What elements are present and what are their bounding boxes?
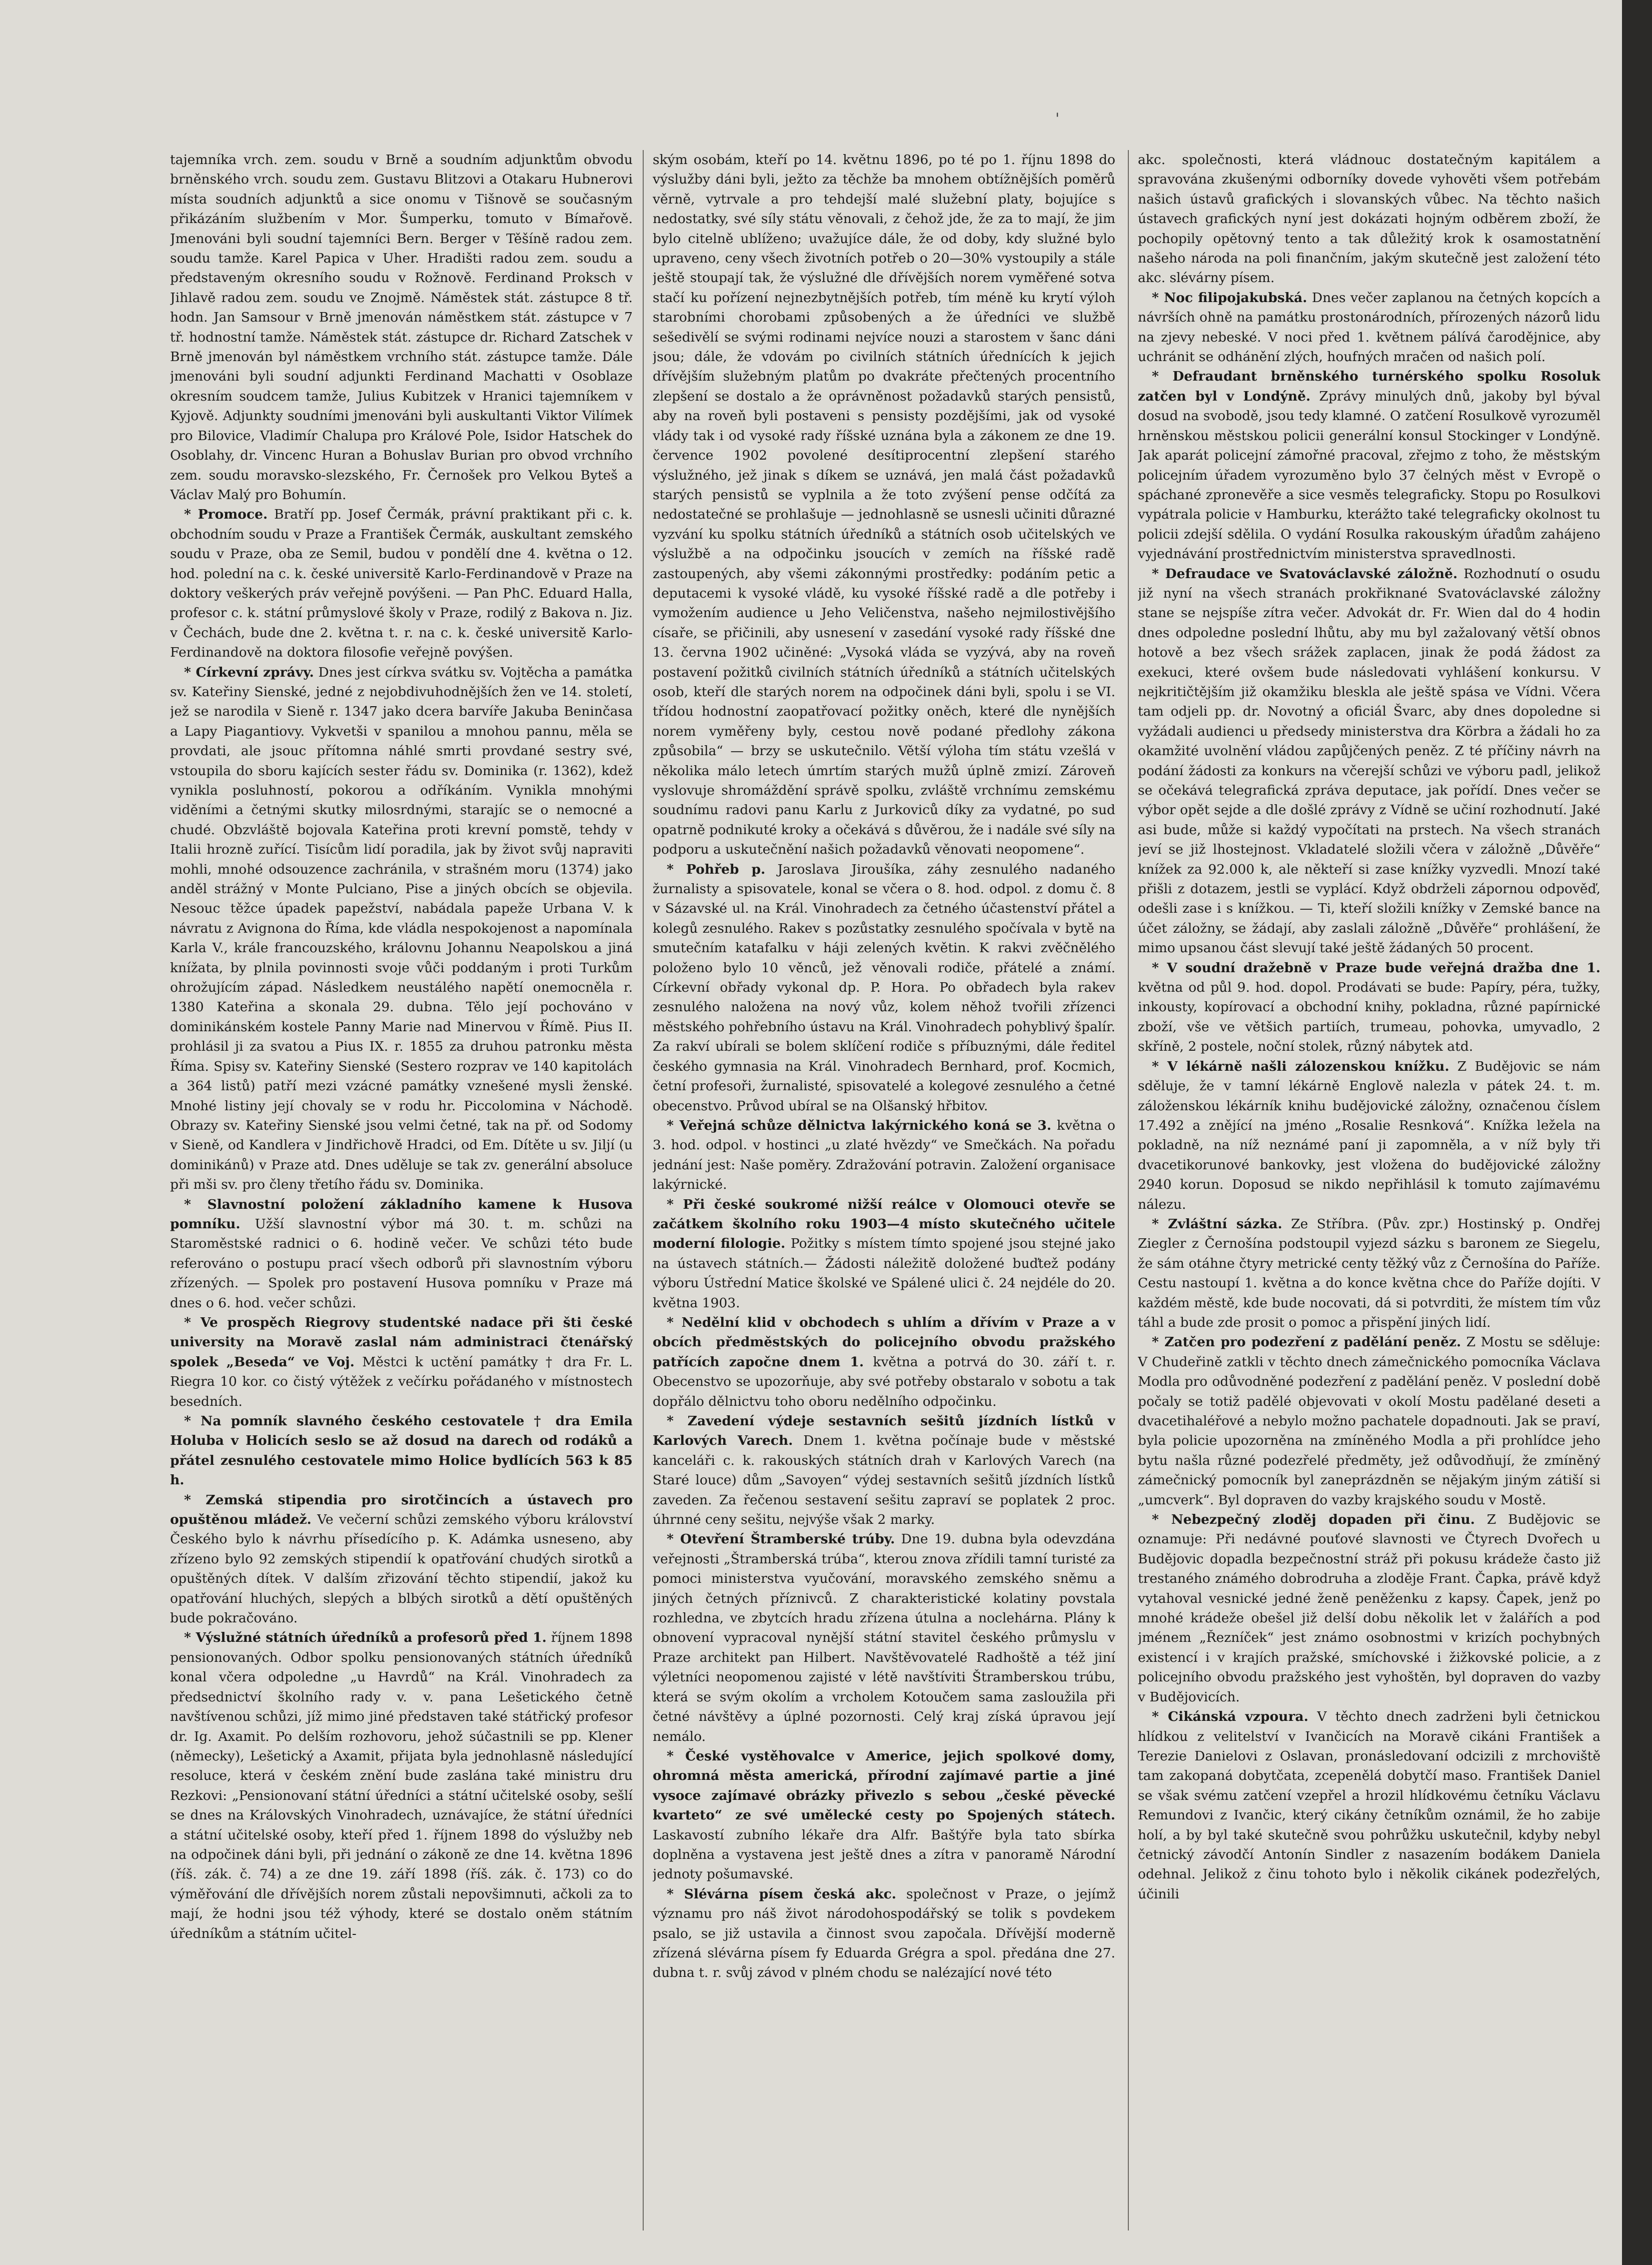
article-paragraph: * Zatčen pro podezření z padělání peněz. Z Mostu se sděluje: V Chudeřině zatkli v těchto dnech zámečnického pomocníka Václava Modla pro odůvodněné podezření z padělání peněz. V poslední době počaly se totiž padělé objevovati v okolí Mostu padělané deseti a dvacetihaléřové a nebylo možno pachatele dopadnouti. Jak se praví, byla policie upozorněna na zmíněného Modla a při prohlídce jeho bytu našla různé podezřelé předměty, jež odůvodňují, že zmíněný zámečnický pomocník byl zaneprázdněn se nějakým jiným zátiší si „umcverk“. Byl dopraven do vazby krajského soudu v Mostě. [1138,1334,1600,1508]
item-heading: * Cikánská vzpoura. [1152,1709,1308,1725]
column-3 [1138,150,1600,2230]
item-heading: * V lékárně našli zálozenskou knížku. [1152,1058,1449,1074]
article-paragraph: * Při české soukromé nižší reálce v Olomouci otevře se začátkem školního roku 1903—4 místo skutečného učitele moderní filologie. Požitky s místem tímto spojené jsou stejné jako na ústavech státních.— Žádosti náležitě doložené buďtež podány výboru Ústřední Matice školské ve Spálené ulici č. 24 nejdéle do 20. května 1903. [653,1196,1115,1311]
article-paragraph: akc. společnosti, která vládnouc dostatečným kapitálem a spravována zkušenými odborníky dovede vyhověti všem potřebám našich ústavů grafických i slovanských vůbec. Na těchto našich ústavech grafických nyní jest dokázati hojným odběrem zboží, že pochopily opětovný tento a tak důležitý krok k osamostatnění našeho národa na poli finančním, jakým skutečně jest založení této akc. slévárny písem. [1138,152,1600,286]
item-heading: * Pohřeb p. [667,861,766,877]
item-heading: * Při české soukromé nižší reálce v Olomouci otevře se začátkem školního roku 1903—4 místo skutečného učitele moderní filologie. [653,1196,1115,1252]
article-paragraph: ským osobám, kteří po 14. květnu 1896, po té po 1. říjnu 1898 do výslužby dáni byli, ježto za těchže ba mnohem obtížnějších poměrů věrně, vytrvale a pro tehdejší malé služební platy, bojujíce s nedostatky, své síly státu věnovali, z čehož jde, že za to mají, že jim bylo citelně ublíženo; uvažujíce dále, že od doby, kdy služné bylo upraveno, ceny všech životních potřeb o 20—30% vystoupily a stále ještě stoupají tak, že výslužné dle dřívějších norem vyměřené sotva stačí ku pořízení nejnezbytnějších potřeb, tím méně ku krytí výloh starobními chorobami způsobených a že úředníci ve službě sešedivělí se svými rodinami nejvíce nouzi a starostem v šanc dáni jsou; dále, že vdovám po civilních státních úřednících k jejich dřívějším služebným platům po dvakráte přečtených procentního zlepšení se dostalo a že oprávněnost požadavků starých pensistů, aby na roveň byli postaveni s pensisty pozdějšími, jak od vysoké vlády tak i od vysoké rady říšské uznána byla a zákonem ze dne 19. července 1902 povolené desítiprocentní zlepšení starého výslužného, jež jinak s díkem se uznává, jen malá část požadavků starých pensistů se vyplnila a že toto zvýšení pense odčítá za nedostatečné se prohlašuje — jednohlasně se usnesli učiniti důrazné vyzvání ku spolku státních úředníků a státních osob učitelských ve výslužbě a na odpočinku jsoucích v zemích na říšské radě zastoupených, aby všemi zákonnými prostředky: podáním petic a deputacemi k vysoké vládě, ku vysoké říšské radě a dle potřeby i vymožením audience u Jeho Veličenstva, našeho nejmilostivějšího císaře, se přičinili, aby usnesení v zasedání vysoké rady říšské dne 13. června 1902 učiněné: „Vysoká vláda se vyzývá, aby na roveň postavení požitků civilních státních úředníků a státních učitelských osob, kteří dle starých norem na odpočinek dáni byli, spolu i se VI. třídou hodnostní zaopatřovací požitky oněch, které dle nynějších norem vyměřeny byly, cestou nově podané předlohy zákona způsobila“ — brzy se uskutečnilo. Větší výloha tím státu vzešlá v několika málo letech úmrtím starých mužů úplně zmizí. Zároveň vyslovuje shromáždění správě spolku, zvláště vrchnímu zemskému soudnímu radovi panu Karlu z Jurkoviců díky za vydatné, po sud opatrně podnikuté kroky a očekává s důvěrou, že i nadále své síly na podporu a uskutečnění našich požadavků věnovati neopomene“. [653,152,1115,858]
item-heading: * Na pomník slavného českého cestovatele † dra Emila Holuba v Holicích seslo se až dosud na darech od rodáků a přátel zesnulého cestovatele mimo Holice bydlících 563 k 85 h. [170,1413,633,1488]
article-paragraph: * Slévárna písem česká akc. společnost v Praze, o jejímž významu pro náš život národohospodářský se tolik s povdekem psalo, se již ustavila a činnost svou započala. Dřívější moderně zřízená slévárna písem fy Eduarda Grégra a spol. předána dne 27. dubna t. r. svůj závod v plném chodu se nalézající nové této [653,1886,1115,1981]
article-paragraph: * Defraudace ve Svatováclavské záložně. Rozhodnutí o osudu již nyní na všech stranách prokřiknané Svatováclavské záložny stane se nejspíše zítra večer. Advokát dr. Fr. Wien dal do 4 hodin dnes odpoledne poslední lhůtu, aby mu byl zažalovaný větší obnos hotově a bez všech srážek zaplacen, jinak že podá žádost za exekuci, které ovšem bude následovati vyhlášení konkursu. V nejkritičtějším již okamžiku bleskla ale ještě spása ve Vídni. Včera tam odjeli pp. dr. Novotný a oficiál Švarc, aby dnes dopoledne si vyžádali audienci u předsedy ministerstva dra Körbra a žádali ho za okamžité uvolnění vládou zapůjčených peněz. Z té příčiny návrh na podání žádosti za konkurs na včerejší schůzi ve výboru padl, jelikož se očekává telegrafická zpráva deputace, jak pořídí. Dnes večer se výbor opět sejde a dle došlé zprávy z Vídně se učiní rozhodnutí. Jaké asi bude, může si každý vypočítati na prstech. Na všech stranách jeví se již lhostejnost. Vkladatelé složili včera v záložně „Důvěře“ knížek za 92.000 k, ale někteří si zase knížky vyzvedli. Mnozí také přišli z dotazem, jestli se vyplácí. Když obdrželi zápornou odpověď, odešli zase i s knížkou. — Ti, kteří složili knížky v Zemské bance na účet záložny, se žádají, aby zaslali záložně „Důvěře“ prohlášení, že mimo upsanou část slevují také ještě žádaných 50 procent. [1138,566,1600,956]
article-paragraph: * Defraudant brněnského turnérského spolku Rosoluk zatčen byl v Londýně. Zprávy minulých dnů, jakoby byl býval dosud na svobodě, jsou tedy klamné. O zatčení Rosulkově vyrozuměl hrněnskou městskou policii generální konsul Stockinger v Londýně. Jak aparát policejní zámořné pracoval, zřejmo z toho, že městským policejním úřadem vyrozuměno bylo 37 čelných měst v Evropě o spáchané zpronevěře a sice vesměs telegraficky. Stopu po Rosulkovi vypátrala policie v Hamburku, kterážto také telegraficky okolnost tu policii zdejší sdělila. O vydání Rosulka rakouským úřadům zahájeno vyjednávání prostřednictvím ministerstva spravedlnosti. [1138,369,1600,562]
article-paragraph: * Promoce. Bratří pp. Josef Čermák, právní praktikant při c. k. obchodním soudu v Praze a František Čermák, auskultant zemského soudu v Praze, oba ze Semil, budou v pondělí dne 4. května o 12. hod. polední na c. k. české universitě Karlo-Ferdinandově v Praze na doktory veškerých práv veřejně povýšeni. — Pan PhC. Eduard Halla, profesor c. k. státní průmyslové školy v Praze, rodilý z Bakova n. Jiz. v Čechách, bude dne 2. května t. r. na c. k. české universitě Karlo-Ferdinandově na doktora filosofie veřejně povýšen. [170,507,633,661]
article-paragraph: * Veřejná schůze dělnictva lakýrnického koná se 3. května o 3. hod. odpol. v hostinci „u zlaté hvězdy“ ve Smečkách. Na pořadu jednání jest: Naše poměry. Zdražování potravin. Založení organisace lakýrnické. [653,1117,1115,1193]
article-paragraph: * Zavedení výdeje sestavních sešitů jízdních lístků v Karlových Varech. Dnem 1. května počínaje bude v městské kanceláři c. k. rakouských státních drah v Karlových Varech (na Staré louce) dům „Savoyen“ výdej sestavních sešitů jízdních lístků zaveden. Za řečenou sestavení sešitu zapraví se poplatek 2 proc. úhrnné ceny sešitu, nejvýše však 2 marky. [653,1413,1115,1528]
item-heading: * Veřejná schůze dělnictva lakýrnického koná se 3. [667,1117,1052,1133]
item-heading: * Nedělní klid v obchodech s uhlím a dřívím v Praze a v obcích předměstských do policejního obvodu pražského patřících započne dnem 1. [653,1314,1115,1370]
column-2 [653,150,1115,2230]
column-1 [170,150,633,2230]
article-paragraph: * Cikánská vzpoura. V těchto dnech zadrženi byli četnickou hlídkou z velitelství v Ivančicích na Moravě cikáni František a Terezie Danielovi z Oslavan, pronásledovaní odcizili z mrchoviště tam zakopaná dobytčata, zcepenělá dobytčí maso. František Daniel se však svému zatčení vzepřel a hrozil hlídkovému četníku Václavu Remundovi z Ivančic, který cikány četníkům oznámil, že ho zabije holí, a by byl také skutečně svou pohrůžku uskutečnil, kdyby nebyl četnický závodčí Antonín Sindler z nasazením bodákem Daniela odehnal. Jelikož z činu tohoto bylo i několik cikánek podezřelých, účinili [1138,1709,1600,1902]
item-heading: * Ve prospěch Riegrovy studentské nadace při šti české university na Moravě zaslal nám administraci čtenářský spolek „Beseda“ ve Voj. [170,1314,633,1370]
item-heading: * Nebezpečný zloděj dopaden při činu. [1152,1512,1475,1528]
article-paragraph: tajemníka vrch. zem. soudu v Brně a soudním adjunktům obvodu brněnského vrch. soudu zem. Gustavu Blitzovi a Otakaru Hubnerovi místa soudních adjunktů a sice onomu v Tišnově se současným přikázáním službením v Mor. Šumperku, tomuto v Bímařově. Jmenováni byli soudní tajemníci Bern. Berger v Těšíně radou zem. soudu tamže. Karel Papica v Uher. Hradišti radou zem. soudu a představeným okresního soudu v Rožnově. Ferdinand Proksch v Jihlavě radou zem. soudu ve Znojmě. Náměstek stát. zástupce 8 tř. hodn. Jan Samsour v Brně jmenován náměstkem stát. zástupce v 7 tř. hodnostní tamže. Náměstek stát. zástupce dr. Richard Zatschek v Brně jmenován byl náměstkem vrchního stát. zástupce tamže. Dále jmenováni byli soudní adjunkti Ferdinand Machatti v Osoblaze okresním soudcem tamže, Julius Kubitzek v Hranici tajemníkem v Kyjově. Adjunkty soudními jmenováni byli auskultanti Viktor Vilímek pro Bilovice, Vladimír Chalupa pro Králové Pole, Isidor Hatschek do Osoblahy, dr. Vincenc Huran a Bohuslav Burian pro obvod vrchního zem. soudu moravsko-slezského, Fr. Černošek pro Velkou Byteš a Václav Malý pro Bohumín. [170,152,633,503]
top-mark: ' [1055,110,1060,128]
article-paragraph: * V soudní dražebně v Praze bude veřejná dražba dne 1. května od půl 9. hod. dopol. Prodávati se bude: Papíry, péra, tužky, inkousty, kopírovací a obchodní knihy, pokladna, různé papírnické zboží, vše ve většich partiích, trumeau, pohovka, umyvadlo, 2 skříně, 2 postele, noční stolek, různý nábytek atd. [1138,960,1600,1055]
item-heading: * Výslužné státních úředníků a profesorů před 1. [184,1630,547,1646]
article-paragraph: * Církevní zprávy. Dnes jest církva svátku sv. Vojtěcha a památka sv. Kateřiny Sienské, jedné z nejobdivuhodnějších žen ve 14. století, jež se narodila v Sieně r. 1347 jako dcera barvíře Jakuba Beninčasa a Lapy Piagantiovy. Vykvetši v spanilou a mnohou pannu, měla se provdati, ale jsouc přítomna náhlé smrti provdané sestry své, vstoupila do sboru kajících sester řádu sv. Dominika (r. 1362), kdež vynikla posluhností, pokorou a odříkáním. Vynikla mnohými viděními a četnými skutky milosrdnými, starajíc se o nemocné a chudé. Obzvláště bojovala Kateřina proti krevní pomstě, tehdy v Italii hrozně zuřící. Tisícům lidí poradila, jak by život svůj napraviti mohli, mnohé odsouzence zachránila, v strašném moru (1374) jako anděl strážný v Monte Pulciano, Pise a jiných obcích se objevila. Nesouc těžce úpadek papežství, nabádala papeže Urbana V. k návratu z Avignona do Říma, kde vládla nespokojenost a napomínala Karla V., krále francouzského, královnu Johannu Neapolskou a jiná knížata, by plnila povinnosti svoje vůči poddaným i proti Turkům ohrožujícím západ. Následkem neustálého napětí onemocněla r. 1380 Kateřina a skonala 29. dubna. Tělo její pochováno v dominikánském kostele Panny Marie nad Minervou v Římě. Pius II. prohlásil ji za svatou a Pius IX. r. 1855 za druhou patronku města Říma. Spisy sv. Kateřiny Sienské (Sestero rozprav ve 140 kapitolách a 364 listů) patří mezi vzácné památky vznešené mysli ženské. Mnohé listiny její chovaly se v rodu hr. Piccolomina v Náchodě. Obrazy sv. Kateřiny Sienské jsou velmi četné, tak na př. od Sodomy v Sieně, od Kandlera v Jindřichově Hradci, od Em. Dítěte u sv. Jiljí (u dominikánů) v Praze atd. Dnes uděluje se tak zv. generální absoluce při mši sv. pro členy třetího řádu sv. Dominika. [170,664,633,1193]
item-heading: * Církevní zprávy. [184,664,314,680]
article-paragraph: * Noc filipojakubská. Dnes večer zaplanou na četných kopcích a návrších ohně na památku prostonárodních, přírozených názorů lidu na zjevy nebeské. V noci před 1. květnem pálívá čarodějnice, aby uchránit se odhánění zlých, houfných mračen od našich polí. [1138,290,1600,365]
article-paragraph: * Zvláštní sázka. Ze Stříbra. (Pův. zpr.) Hostinský p. Ondřej Ziegler z Černošína podstoupil vyjezd sázku s baronem ze Siegelu, že sám otáhne čtyry metrické centy těžký vůz z Černošína do Paříže. Cestu nastoupí 1. května a do konce května chce do Paříže dojíti. V každém městě, kde bude nocovati, dá si potvrditi, že místem tím vůz táhl a bude zde prosit o pomoc a přispění jiných lidí. [1138,1216,1600,1330]
page-edge-shadow [1622,0,1652,2265]
article-paragraph: * Otevření Štramberské trúby. Dne 19. dubna byla odevzdána veřejnosti „Štramberská trúba“, kterou znova zřídili tamní turisté za pomoci ministerstva vyučování, moravského zemského sněmu a jiných četných příznivců. Z charakteristické kolatiny povstala rozhledna, ve zbytcích hradu zřízena útulna a noclehárna. Plány k obnovení vypracoval nynější státní stavitel českého průmyslu v Praze architekt pan Hilbert. Navštěvovatelé Radhoště a též jiní výletníci neopomenou zajisté v létě navštíviti Štramberskou trúbu, která se svým okolím a vrcholem Kotoučem sama zasloužila při četné návštěvy a úplné pozornosti. Celý kraj získá úpravou její nemálo. [653,1531,1115,1744]
item-heading: * Defraudace ve Svatováclavské záložně. [1152,566,1458,582]
item-heading: * České vystěhovalce v Americe, jejich spolkové domy, ohromná města americká, přírodní zajímavé partie a jiné vysoce zajímavé obrázky přivezlo s sebou „české pěvecké kvarteto“ ze své umělecké cesty po Spojených státech. [653,1748,1115,1823]
article-paragraph: * Slavnostní položení základního kamene k Husova pomníku. Užší slavnostní výbor má 30. t. m. schůzi na Staroměstské radnici o 6. hodině večer. Ve schůzi této bude referováno o postupu prací všech odborů při slavnostním výboru zřízených. — Spolek pro postavení Husova pomníku v Praze má dnes o 6. hod. večer schůzi. [170,1196,633,1311]
article-paragraph: * Ve prospěch Riegrovy studentské nadace při šti české university na Moravě zaslal nám administraci čtenářský spolek „Beseda“ ve Voj. Městci k uctění památky † dra Fr. L. Riegra 10 kor. co čistý výtěžek z večírku pořádaného v místnostech besedních. [170,1314,633,1409]
article-paragraph: * Nebezpečný zloděj dopaden při činu. Z Budějovic se oznamuje: Při nedávné pouťové slavnosti ve Čtyrech Dvořech u Budějovic dopadla bezpečnostní stráž při pokusu krádeže často již trestaného známého dobrodruha a zloděje Frant. Čapka, právě když vytahoval vesnické jedné ženě peněženku z kapsy. Čapek, jenž po mnohé krádeže obešel již delší dobu několik let v žalářích a pod jménem „Řezníček“ jest známo osobnostmi v krizích pochybných existencí i v krajích pražské, smíchovské i žižkovské policie, a z policejního obvodu pražského jest vyhoštěn, byl dopraven do vazby v Budějovicích. [1138,1512,1600,1705]
item-heading: * Slévárna písem česká akc. [667,1886,897,1902]
column-rule [1128,150,1129,2230]
item-heading: * Promoce. [184,507,268,523]
item-heading: * Slavnostní položení základního kamene k Husova pomníku. [170,1196,633,1232]
article-paragraph: * Výslužné státních úředníků a profesorů před 1. říjnem 1898 pensionovaných. Odbor spolku pensionovaných státních úředníků konal včera odpoledne „u Havrdů“ na Král. Vinohradech za předsednictví školního rady v. v. pana Lešetického četně navštívenou schůzi, jíž mimo jiné představen také státřický profesor dr. Ig. Axamit. Po delším rozhovoru, jehož súčastnili se pp. Klener (německy), Lešetický a Axamit, přijata byla jednohlasně následující resoluce, která v českém znění bude zaslána také ministru dru Rezkovi: „Pensionovaní státní úředníci a státní učitelské osoby, sešlí se dnes na Královských Vinohradech, uznávajíce, že státní úředníci a státní učitelské osoby, kteří před 1. říjnem 1898 do výslužby neb na odpočinek dáni byli, při jednání o zákoně ze dne 14. května 1896 (říš. zák. č. 74) a ze dne 19. září 1898 (říš. zák. č. 173) co do výměřování dle dřívějších norem zůstali nepovšimnuti, ačkoli za to mají, že hodni jsou též výhody, které se dostalo oněm státním úředníkům a státním učitel- [170,1630,633,1941]
article-paragraph: * Nedělní klid v obchodech s uhlím a dřívím v Praze a v obcích předměstských do policejního obvodu pražského patřících započne dnem 1. května a potrvá do 30. září t. r. Obecenstvo se upozorňuje, aby své potřeby obstaralo v sobotu a tak dopřálo dělnictvu toho oboru nedělního odpočinku. [653,1314,1115,1409]
item-heading: * Noc filipojakubská. [1152,290,1307,306]
item-heading: * Zemská stipendia pro sirotčincích a ústavech pro opuštěnou mládež. [170,1492,633,1528]
article-paragraph: * České vystěhovalce v Americe, jejich spolkové domy, ohromná města americká, přírodní zajímavé partie a jiné vysoce zajímavé obrázky přivezlo s sebou „české pěvecké kvarteto“ ze své umělecké cesty po Spojených státech. Laskavostí zubního lékaře dra Alfr. Baštýře byla tato sbírka doplněna a vystavena jest ještě dnes a zítra v panoramě Národní jednoty pošumavské. [653,1748,1115,1882]
article-columns [170,150,1600,2230]
article-paragraph: * V lékárně našli zálozenskou knížku. Z Budějovic se nám sděluje, že v tamní lékárně Englově nalezla v pátek 24. t. m. záloženskou lékárník knihu budějovické záložny, označenou číslem 17.492 a znějící na jméno „Rosalie Resnková“. Knížka ležela na pokladně, na níž neznámé paní ji zapomněla, a v níž byly tři dvacetikorunové bankovky, jest vložena do budějovické záložny 2940 korun. Doposud se nikdo nepřihlásil k tomuto zajímavému nálezu. [1138,1058,1600,1212]
item-heading: * V soudní dražebně v Praze bude veřejná dražba dne 1. [1152,960,1600,976]
item-heading: * Zatčen pro podezření z padělání peněz. [1152,1334,1461,1350]
article-paragraph [170,1411,633,1490]
item-heading: * Defraudant brněnského turnérského spolku Rosoluk zatčen byl v Londýně. [1138,369,1600,404]
item-heading: * Zavedení výdeje sestavních sešitů jízdních lístků v Karlových Varech. [653,1413,1115,1449]
item-heading: * Otevření Štramberské trúby. [667,1531,895,1547]
article-paragraph: * Zemská stipendia pro sirotčincích a ústavech pro opuštěnou mládež. Ve večerní schůzi zemského výboru království Českého bylo k návrhu přísedícího p. K. Adámka usneseno, aby zřízeno bylo 92 zemských stipendií k opatřování chudých sirotků a opuštěných dítek. V dalším zřizování těchto stipendií, jakož ku opatřování hluchých, slepých a blbých sirotků a dětí opuštěných bude pokračováno. [170,1492,633,1626]
article-paragraph: * Pohřeb p. Jaroslava Jiroušíka, záhy zesnulého nadaného žurnalisty a spisovatele, konal se včera o 8. hod. odpol. z domu č. 8 v Sázavské ul. na Král. Vinohradech za četného účastenství přátel a kolegů zesnulého. Rakev s pozůstatky zesnulého spočívala v bytě na smutečním katafalku v háji zelených květin. K rakvi zvěčnělého položeno bylo 10 věnců, jež věnovali rodiče, přátelé a známí. Církevní obřady vykonal dp. P. Hora. Po obřadech byla rakev zesnulého naložena na nový vůz, kolem něhož tvořili zřízenci městského pohřebního ústavu na Král. Vinohradech pohyblivý špalír. Za rakví ubírali se bolem sklíčení rodiče s příbuznými, dále ředitel českého gymnasia na Král. Vinohradech Bernhard, prof. Kocmich, četní profesoři, žurnalisté, spisovatelé a kolegové zesnulého a četné obecenstvo. Průvod ubíral se na Olšanský hřbitov. [653,861,1115,1114]
item-heading: * Zvláštní sázka. [1152,1216,1282,1232]
column-rule [643,150,644,2230]
